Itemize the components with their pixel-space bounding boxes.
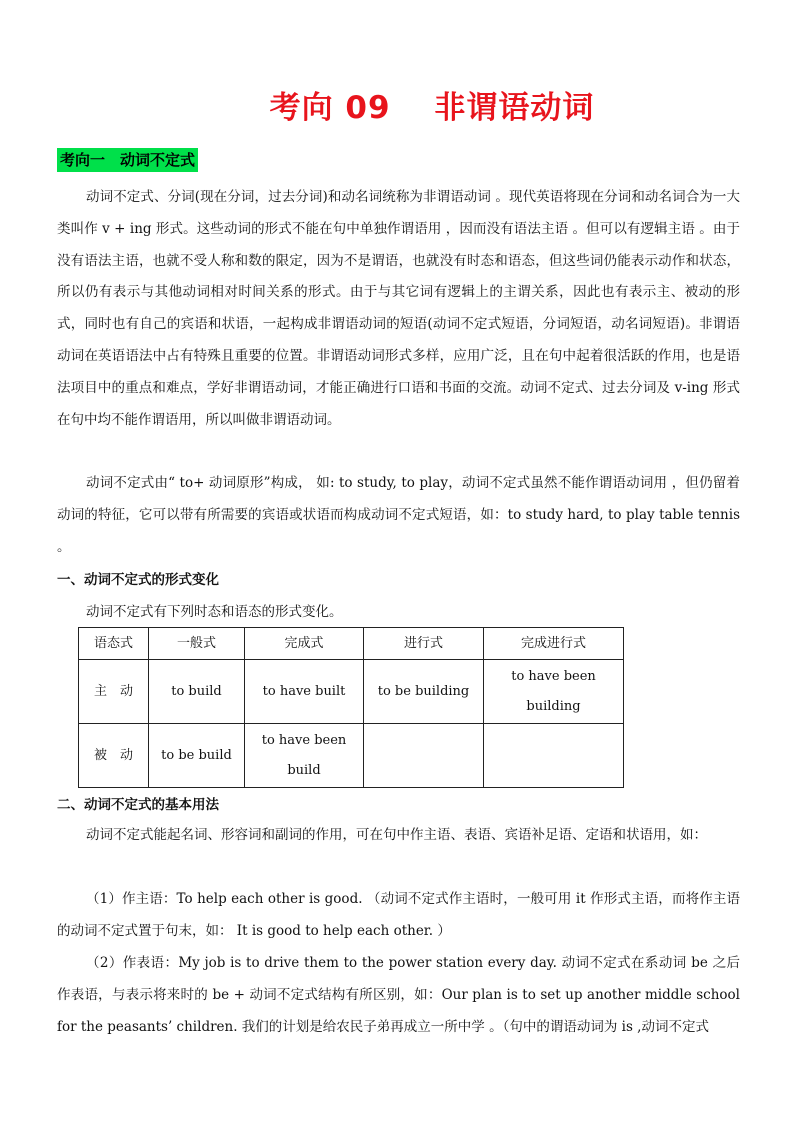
- table-cell: to be build: [149, 724, 245, 788]
- table-header-cell: 完成式: [245, 628, 364, 660]
- definition-paragraph: 动词不定式由“ to+ 动词原形”构成， 如: to study, to play，动词不定式虽然不能作谓语动词用 ，但仍留着动词的特征，它可以带有所需要的宾语或状语而构成动词不定式短语，如：to study hard, to play table tennis 。: [57, 475, 740, 555]
- usage-paragraph: 动词不定式能起名词、形容词和副词的作用，可在句中作主语、表语、宾语补足语、定语和状语用，如：: [86, 827, 707, 843]
- table-cell: to build: [149, 660, 245, 724]
- table-header-cell: 进行式: [364, 628, 484, 660]
- table-header-cell: 完成进行式: [484, 628, 624, 660]
- heading-form-changes: 一、动词不定式的形式变化: [57, 572, 219, 588]
- form-changes-intro: 动词不定式有下列时态和语态的形式变化。: [86, 604, 343, 620]
- intro-paragraph: 动词不定式、分词(现在分词，过去分词)和动名词统称为非谓语动词 。现代英语将现在分词和动名词合为一大类叫作 v + ing 形式。这些动词的形式不能在句中单独作谓语用 ，因而没有语法主语 。但可以有逻辑主语 。由于没有语法主语，也就不受人称和数的限定，因为不是谓语，也就没有时态和语态，但这些词仍能表示动作和状态，所以仍有表示与其他动词相对时间关系的形式。由于与其它词有逻辑上的主谓关系，因此也有表示主、被动的形式，同时也有自己的宾语和状语，一起构成非谓语动词的短语(动词不定式短语，分词短语，动名词短语)。非谓语动词在英语语法中占有特殊且重要的位置。非谓语动词形式多样，应用广泛，且在句中起着很活跃的作用，也是语法项目中的重点和难点，学好非谓语动词，才能正确进行口语和书面的交流。动词不定式、过去分词及 v-ing 形式在句中均不能作谓语用，所以叫做非谓语动词。: [57, 189, 740, 428]
- usage-subject-paragraph: （1）作主语：To help each other is good. （动词不定式作主语时，一般可用 it 作形式主语，而将作主语的动词不定式置于句末，如： It is good to help each other. ）: [57, 891, 740, 939]
- heading-basic-usage: 二、动词不定式的基本用法: [57, 797, 219, 813]
- table-row: [79, 724, 624, 788]
- table-row: [79, 660, 624, 724]
- table-cell: to have built: [245, 660, 364, 724]
- table-cell: to have been building: [484, 660, 624, 724]
- infinitive-forms-table: [78, 627, 624, 788]
- table-cell: to be building: [364, 660, 484, 724]
- section-heading: 考向一 动词不定式: [57, 148, 198, 172]
- table-cell: to have been build: [245, 724, 364, 788]
- table-cell: 主 动: [79, 660, 149, 724]
- table-cell: 被 动: [79, 724, 149, 788]
- table-cell: [364, 724, 484, 788]
- page-title: 考向 09 非谓语动词: [269, 90, 595, 126]
- table-cell: [484, 724, 624, 788]
- usage-predicative-paragraph: （2）作表语：My job is to drive them to the power station every day. 动词不定式在系动词 be 之后作表语，与表示将来时的 be + 动词不定式结构有所区别，如：Our plan is to set up another middle school for the peasants’ children. 我们的计划是给农民子弟再成立一所中学 。（句中的谓语动词为 is ,动词不定式: [57, 955, 740, 1035]
- table-header-cell: 语态式: [79, 628, 149, 660]
- table-header-row: [79, 628, 624, 660]
- table-header-cell: 一般式: [149, 628, 245, 660]
